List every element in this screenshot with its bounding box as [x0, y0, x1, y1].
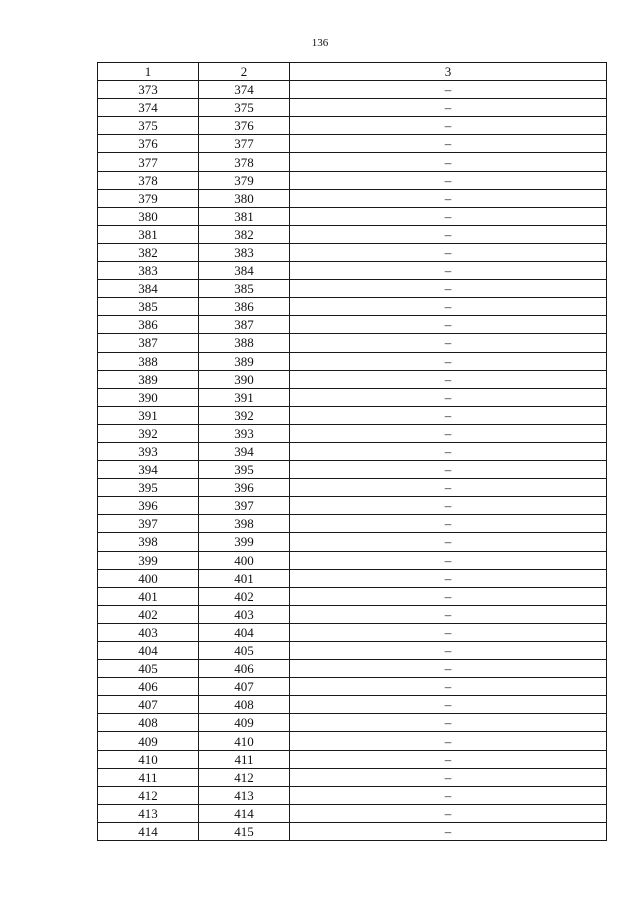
table-cell-col-1: 394 — [98, 461, 199, 479]
table-cell-col-1: 386 — [98, 316, 199, 334]
table-cell-col-2: 404 — [199, 623, 290, 641]
table-cell-col-1: 413 — [98, 804, 199, 822]
table-cell-col-2: 374 — [199, 81, 290, 99]
table-cell-col-1: 408 — [98, 714, 199, 732]
table-cell-col-3: – — [290, 642, 607, 660]
table-cell-col-3: – — [290, 280, 607, 298]
table-row — [98, 189, 607, 207]
table-cell-col-3: – — [290, 461, 607, 479]
table-cell-col-3: – — [290, 262, 607, 280]
table-cell-col-1: 390 — [98, 388, 199, 406]
table-cell-col-1: 404 — [98, 642, 199, 660]
table-cell-col-3: – — [290, 117, 607, 135]
table-cell-col-2: 406 — [199, 660, 290, 678]
table-cell-col-2: 401 — [199, 569, 290, 587]
table-cell-col-1: 375 — [98, 117, 199, 135]
table-cell-col-3: – — [290, 225, 607, 243]
table-cell-col-1: 384 — [98, 280, 199, 298]
table-cell-col-1: 382 — [98, 243, 199, 261]
table-cell-col-2: 407 — [199, 678, 290, 696]
table-row — [98, 786, 607, 804]
table-row — [98, 280, 607, 298]
table-cell-col-2: 377 — [199, 135, 290, 153]
table-cell-col-3: – — [290, 189, 607, 207]
table-row — [98, 479, 607, 497]
table-cell-col-2: 399 — [199, 533, 290, 551]
table-row — [98, 551, 607, 569]
table-cell-col-1: 378 — [98, 171, 199, 189]
table-cell-col-2: 382 — [199, 225, 290, 243]
table-cell-col-2: 411 — [199, 750, 290, 768]
table-cell-col-2: 390 — [199, 370, 290, 388]
table-cell-col-3: – — [290, 569, 607, 587]
table-row — [98, 243, 607, 261]
table-row — [98, 352, 607, 370]
table-cell-col-3: – — [290, 822, 607, 840]
table-cell-col-1: 401 — [98, 587, 199, 605]
table-cell-col-2: 392 — [199, 406, 290, 424]
table-cell-col-2: 408 — [199, 696, 290, 714]
column-header-3: 3 — [290, 63, 607, 81]
table-row — [98, 660, 607, 678]
column-header-1: 1 — [98, 63, 199, 81]
table-cell-col-2: 415 — [199, 822, 290, 840]
table-cell-col-3: – — [290, 551, 607, 569]
table-cell-col-1: 379 — [98, 189, 199, 207]
table-cell-col-2: 386 — [199, 298, 290, 316]
table-row — [98, 587, 607, 605]
table-cell-col-1: 402 — [98, 605, 199, 623]
table-cell-col-1: 395 — [98, 479, 199, 497]
table-row — [98, 81, 607, 99]
table-cell-col-2: 384 — [199, 262, 290, 280]
table-cell-col-3: – — [290, 660, 607, 678]
table-row — [98, 424, 607, 442]
table-cell-col-3: – — [290, 515, 607, 533]
table-row — [98, 515, 607, 533]
table-row — [98, 678, 607, 696]
table-cell-col-1: 407 — [98, 696, 199, 714]
table-cell-col-2: 410 — [199, 732, 290, 750]
table-cell-col-1: 396 — [98, 497, 199, 515]
header-row — [98, 63, 607, 81]
table-row — [98, 461, 607, 479]
table-cell-col-1: 412 — [98, 786, 199, 804]
table-cell-col-1: 400 — [98, 569, 199, 587]
table-cell-col-2: 396 — [199, 479, 290, 497]
table-row — [98, 117, 607, 135]
table-cell-col-1: 410 — [98, 750, 199, 768]
table-cell-col-3: – — [290, 732, 607, 750]
table-row — [98, 406, 607, 424]
table-cell-col-3: – — [290, 406, 607, 424]
table-row — [98, 334, 607, 352]
table-cell-col-2: 402 — [199, 587, 290, 605]
table-cell-col-1: 405 — [98, 660, 199, 678]
table-row — [98, 370, 607, 388]
table-cell-col-3: – — [290, 99, 607, 117]
table-cell-col-3: – — [290, 804, 607, 822]
table-cell-col-2: 379 — [199, 171, 290, 189]
table-cell-col-3: – — [290, 352, 607, 370]
table-row — [98, 732, 607, 750]
table-row — [98, 569, 607, 587]
table-cell-col-2: 413 — [199, 786, 290, 804]
table-cell-col-1: 387 — [98, 334, 199, 352]
table-cell-col-2: 397 — [199, 497, 290, 515]
table-cell-col-3: – — [290, 424, 607, 442]
table-cell-col-3: – — [290, 135, 607, 153]
table-row — [98, 207, 607, 225]
table-cell-col-1: 403 — [98, 623, 199, 641]
table-cell-col-2: 403 — [199, 605, 290, 623]
table-cell-col-3: – — [290, 81, 607, 99]
table-row — [98, 750, 607, 768]
table-row — [98, 696, 607, 714]
table-cell-col-2: 375 — [199, 99, 290, 117]
table-cell-col-3: – — [290, 533, 607, 551]
table-row — [98, 99, 607, 117]
table-row — [98, 642, 607, 660]
table-cell-col-2: 380 — [199, 189, 290, 207]
table-cell-col-1: 392 — [98, 424, 199, 442]
table-cell-col-2: 405 — [199, 642, 290, 660]
table-cell-col-2: 387 — [199, 316, 290, 334]
table-cell-col-1: 414 — [98, 822, 199, 840]
table-row — [98, 316, 607, 334]
table-cell-col-1: 380 — [98, 207, 199, 225]
table-cell-col-1: 397 — [98, 515, 199, 533]
table-cell-col-3: – — [290, 678, 607, 696]
table-cell-col-1: 381 — [98, 225, 199, 243]
table-cell-col-2: 393 — [199, 424, 290, 442]
column-header-2: 2 — [199, 63, 290, 81]
table-cell-col-3: – — [290, 587, 607, 605]
table-cell-col-2: 409 — [199, 714, 290, 732]
table-row — [98, 135, 607, 153]
table-cell-col-1: 393 — [98, 442, 199, 460]
table-cell-col-2: 388 — [199, 334, 290, 352]
table-cell-col-3: – — [290, 605, 607, 623]
table-cell-col-1: 388 — [98, 352, 199, 370]
table-cell-col-3: – — [290, 623, 607, 641]
table-cell-col-2: 414 — [199, 804, 290, 822]
table-row — [98, 153, 607, 171]
table-row — [98, 171, 607, 189]
table-cell-col-1: 409 — [98, 732, 199, 750]
table-cell-col-1: 374 — [98, 99, 199, 117]
table-cell-col-2: 385 — [199, 280, 290, 298]
table-row — [98, 714, 607, 732]
table-row — [98, 388, 607, 406]
table-cell-col-3: – — [290, 442, 607, 460]
table-cell-col-2: 394 — [199, 442, 290, 460]
table-cell-col-3: – — [290, 497, 607, 515]
table-cell-col-3: – — [290, 334, 607, 352]
table-cell-col-2: 381 — [199, 207, 290, 225]
table-cell-col-3: – — [290, 207, 607, 225]
table-row — [98, 768, 607, 786]
table-header — [98, 63, 607, 81]
table-cell-col-1: 399 — [98, 551, 199, 569]
page-number: 136 — [311, 37, 329, 49]
table-row — [98, 497, 607, 515]
table-body — [98, 81, 607, 841]
table-cell-col-1: 383 — [98, 262, 199, 280]
table-cell-col-3: – — [290, 370, 607, 388]
table-cell-col-3: – — [290, 298, 607, 316]
table-cell-col-1: 411 — [98, 768, 199, 786]
table-cell-col-1: 376 — [98, 135, 199, 153]
table-cell-col-2: 398 — [199, 515, 290, 533]
table-cell-col-3: – — [290, 171, 607, 189]
table-row — [98, 442, 607, 460]
table-row — [98, 605, 607, 623]
table-cell-col-3: – — [290, 153, 607, 171]
table-cell-col-1: 391 — [98, 406, 199, 424]
table-row — [98, 822, 607, 840]
table-row — [98, 225, 607, 243]
table-cell-col-3: – — [290, 750, 607, 768]
table-cell-col-2: 383 — [199, 243, 290, 261]
table-cell-col-1: 377 — [98, 153, 199, 171]
table-cell-col-2: 400 — [199, 551, 290, 569]
table-cell-col-3: – — [290, 316, 607, 334]
table-cell-col-2: 376 — [199, 117, 290, 135]
table-cell-col-2: 389 — [199, 352, 290, 370]
table-cell-col-3: – — [290, 479, 607, 497]
table-cell-col-1: 373 — [98, 81, 199, 99]
table-cell-col-2: 395 — [199, 461, 290, 479]
table-cell-col-3: – — [290, 243, 607, 261]
table-row — [98, 623, 607, 641]
table-row — [98, 298, 607, 316]
table-cell-col-1: 406 — [98, 678, 199, 696]
table-cell-col-2: 412 — [199, 768, 290, 786]
data-table — [97, 62, 607, 841]
table-row — [98, 533, 607, 551]
table-cell-col-2: 391 — [199, 388, 290, 406]
table-row — [98, 804, 607, 822]
table-cell-col-3: – — [290, 768, 607, 786]
table-cell-col-2: 378 — [199, 153, 290, 171]
table-cell-col-3: – — [290, 714, 607, 732]
table-row — [98, 262, 607, 280]
table-cell-col-3: – — [290, 388, 607, 406]
table-cell-col-1: 398 — [98, 533, 199, 551]
table-cell-col-3: – — [290, 786, 607, 804]
table-cell-col-1: 389 — [98, 370, 199, 388]
table-cell-col-3: – — [290, 696, 607, 714]
table-cell-col-1: 385 — [98, 298, 199, 316]
